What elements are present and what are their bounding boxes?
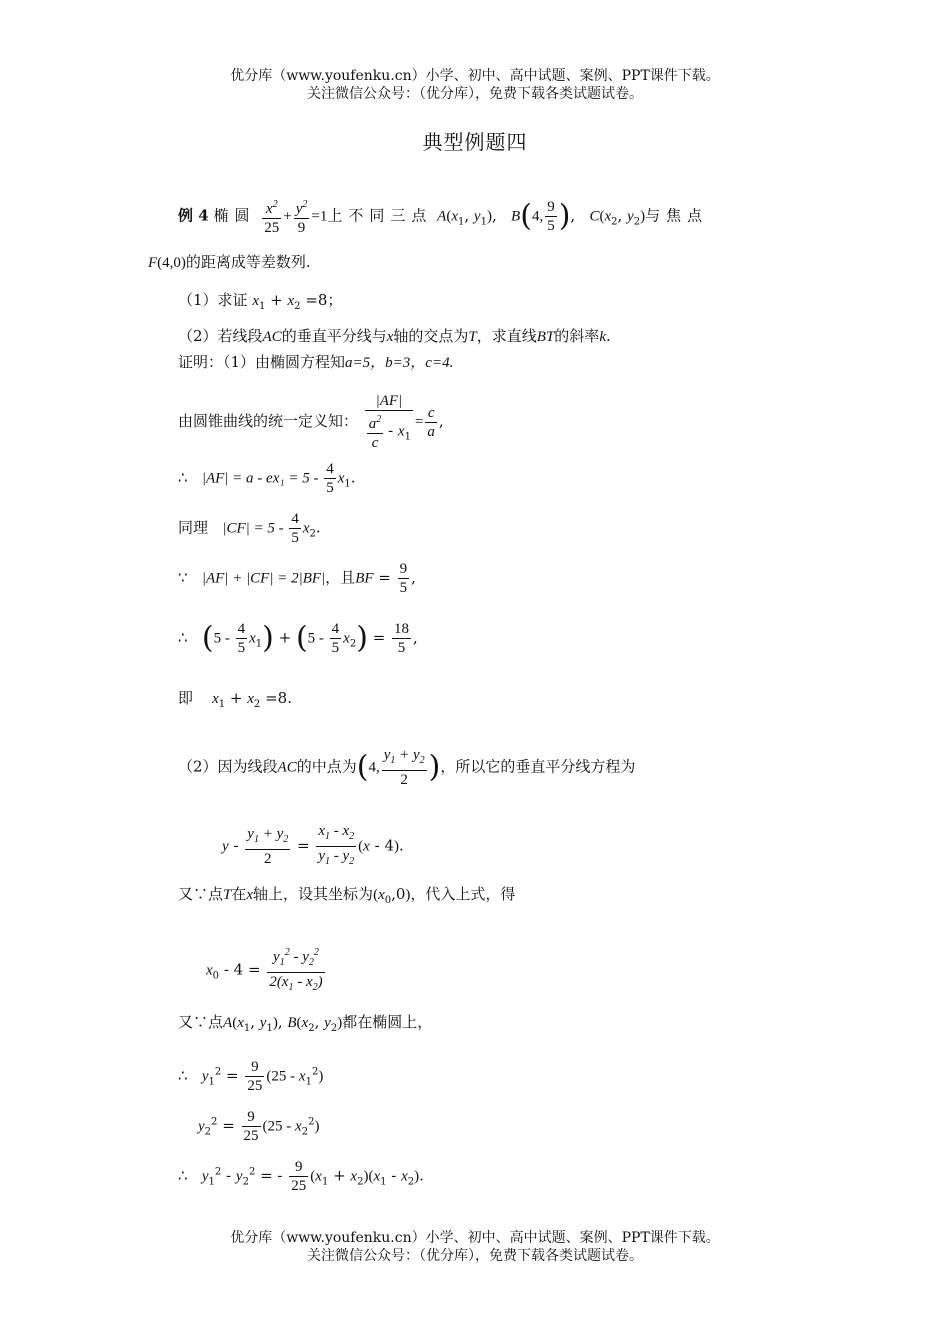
frac-y2-9: $\frac{y^2}{9}$	[294, 196, 310, 237]
frac-x2-25: $\frac{x^2}{25}$	[262, 196, 281, 237]
definition-line: 由圆锥曲线的统一定义知： |AF| $\frac{a^2}{c}$ - $x_1$ = $\frac{c}{a}$ ,	[178, 393, 444, 451]
focus-text: 与焦点	[645, 206, 709, 225]
part2-text-a: （2）若线段	[178, 327, 263, 345]
page-title: 典型例题四	[422, 130, 528, 154]
footer-line-2: 关注微信公众号：（优分库），免费下载各类试题试卷。	[307, 1248, 643, 1264]
abc-values: a=5，b=3，c=4.	[345, 355, 454, 371]
part1-label: （1）求证	[178, 291, 248, 309]
part2-text-c: 轴的交点为	[393, 327, 469, 345]
on-axis-text-2: 轴上，设其坐标为	[253, 885, 374, 903]
since-symbol: ∵	[178, 568, 188, 587]
definition-text: 由圆锥曲线的统一定义知：	[178, 412, 359, 430]
and-text: ，且	[325, 568, 356, 587]
ji-line: 即 $x_1 + x_2 =8$.	[178, 689, 292, 710]
y1-squared-line: ∴ $y_1^2$ = $\frac{9}{25}$ $(25 - x_1^2)$	[178, 1059, 324, 1094]
frac-4-5: $\frac{4}{5}$	[326, 461, 334, 496]
x0-equation: $x_0 - 4$ = $\frac{y_1^2 - y_2^2}{2(x_1 - x_2)}$	[206, 944, 327, 997]
p2-text-a: （2）因为线段	[178, 757, 278, 776]
af-line: ∴ |AF| = a - ex₁ = 5 - $\frac{4}{5}$ $x_1$.	[178, 461, 356, 496]
frac-4-5-b: $\frac{4}{5}$	[291, 511, 299, 546]
part2-text-d: ，求直线	[476, 327, 537, 345]
part2-solution-line: （2）因为线段AC的中点为(4, $\frac{y_1 + y_2}{2}$ )，所以它的垂直平分线方程为	[178, 747, 636, 788]
af-equation: |AF| = a - ex₁ = 5 -	[201, 470, 323, 487]
sum-equation: |AF| + |CF| = 2|BF|	[201, 570, 326, 587]
substitute-text: ，代入上式，得	[410, 885, 516, 903]
same-text: 同理	[178, 518, 209, 537]
frac-c-a: $\frac{c}{a}$	[427, 404, 435, 440]
bisector-equation: y - $\frac{y_1 + y_2}{2}$ = $\frac{x_1 - x_2}{y_1 - y_2}$ (x - 4).	[222, 823, 404, 867]
cf-line: 同理 |CF| = 5 - $\frac{4}{5}$ $x_2$.	[178, 511, 321, 546]
footer-line-1: 优分库（www.youfenku.cn）小学、初中、高中试题、案例、PPT课件下载。	[230, 1230, 720, 1246]
on-ellipse-text-b: 都在椭圆上，	[342, 1013, 433, 1031]
points-text: 上不同三点	[327, 206, 433, 225]
problem-tail: 的距离成等差数列.	[185, 253, 311, 271]
sum-line: ∵ |AF| + |CF| = 2|BF|，且BF = $\frac{9}{5}$ ,	[178, 561, 416, 596]
p2-text-c: ，所以它的垂直平分线方程为	[440, 757, 636, 776]
part1-line: （1）求证 $x_1 + x_2 =8$；	[178, 291, 343, 312]
frac-midpoint: $\frac{y_1 + y_2}{2}$	[383, 747, 425, 788]
frac-9-5-b: $\frac{9}{5}$	[399, 561, 408, 596]
therefore-symbol-4: ∴	[178, 1166, 188, 1185]
part2-text-f: .	[605, 327, 611, 345]
therefore-symbol-2: ∴	[178, 628, 188, 647]
proof-label: 证明：（1）由椭圆方程知	[178, 353, 346, 371]
ji-equation: =8.	[265, 689, 292, 707]
part2-line: （2）若线段AC的垂直平分线与x轴的交点为T，求直线BT的斜率k.	[178, 327, 611, 345]
point-t-line: 又∵点T在x轴上，设其坐标为$(x_0,0)$，代入上式，得	[178, 885, 516, 906]
you-since-text: 又∵点	[178, 885, 224, 903]
cf-equation: |CF| = 5 -	[222, 520, 288, 537]
problem-line-1: 例 4 椭圆 $\frac{x^2}{25}$ + $\frac{y^2}{9}$ =1上不同三点 $A(x_1$, $y_1$), B(4, $\frac{9}{5}$ ), $C(x_2$, $y_2$)与焦点	[178, 196, 708, 237]
part2-text-e: 的斜率	[554, 327, 600, 345]
frac-af-ratio: |AF| $\frac{a^2}{c}$ - $x_1$	[365, 392, 413, 452]
proof-line	[178, 352, 453, 373]
expand-line: ∴ (5 - $\frac{4}{5}$ $x_1) + (5$ - $\frac{4}{5}$ $x_2$) = $\frac{18}{5}$ ,	[178, 620, 418, 656]
problem-line-2: F(4,0)的距离成等差数列.	[148, 253, 311, 271]
y2-squared-line: $y_2^2$ = $\frac{9}{25}$ $(25 - x_2^2)$	[198, 1109, 320, 1144]
therefore-symbol: ∴	[178, 468, 188, 487]
on-ellipse-line: 又∵点$A(x_1$, $y_1$), $B(x_2$, $y_2$)都在椭圆上，	[178, 1013, 433, 1034]
ji-text: 即	[178, 689, 194, 707]
p2-text-b: 的中点为	[296, 757, 357, 776]
frac-18-5: $\frac{18}{5}$	[394, 621, 410, 656]
difference-line: ∴ $y_1^2 - y_2^2$ = - $\frac{9}{25}$ $(x_1 + x_2)(x_1 - x_2)$.	[178, 1159, 424, 1194]
header-line-1: 优分库（www.youfenku.cn）小学、初中、高中试题、案例、PPT课件下载。	[230, 68, 720, 84]
part2-text-b: 的垂直平分线与	[281, 327, 387, 345]
therefore-symbol-3: ∴	[178, 1066, 188, 1085]
header-line-2: 关注微信公众号：（优分库），免费下载各类试题试卷。	[307, 86, 643, 102]
on-axis-text: 在	[231, 885, 247, 903]
example-label: 例 4	[178, 206, 209, 225]
part1-eq: =8；	[305, 291, 343, 309]
on-ellipse-text-a: 又∵点	[178, 1013, 224, 1031]
frac-9-5: $\frac{9}{5}$	[547, 199, 555, 234]
ellipse-word: 椭圆	[213, 206, 256, 225]
